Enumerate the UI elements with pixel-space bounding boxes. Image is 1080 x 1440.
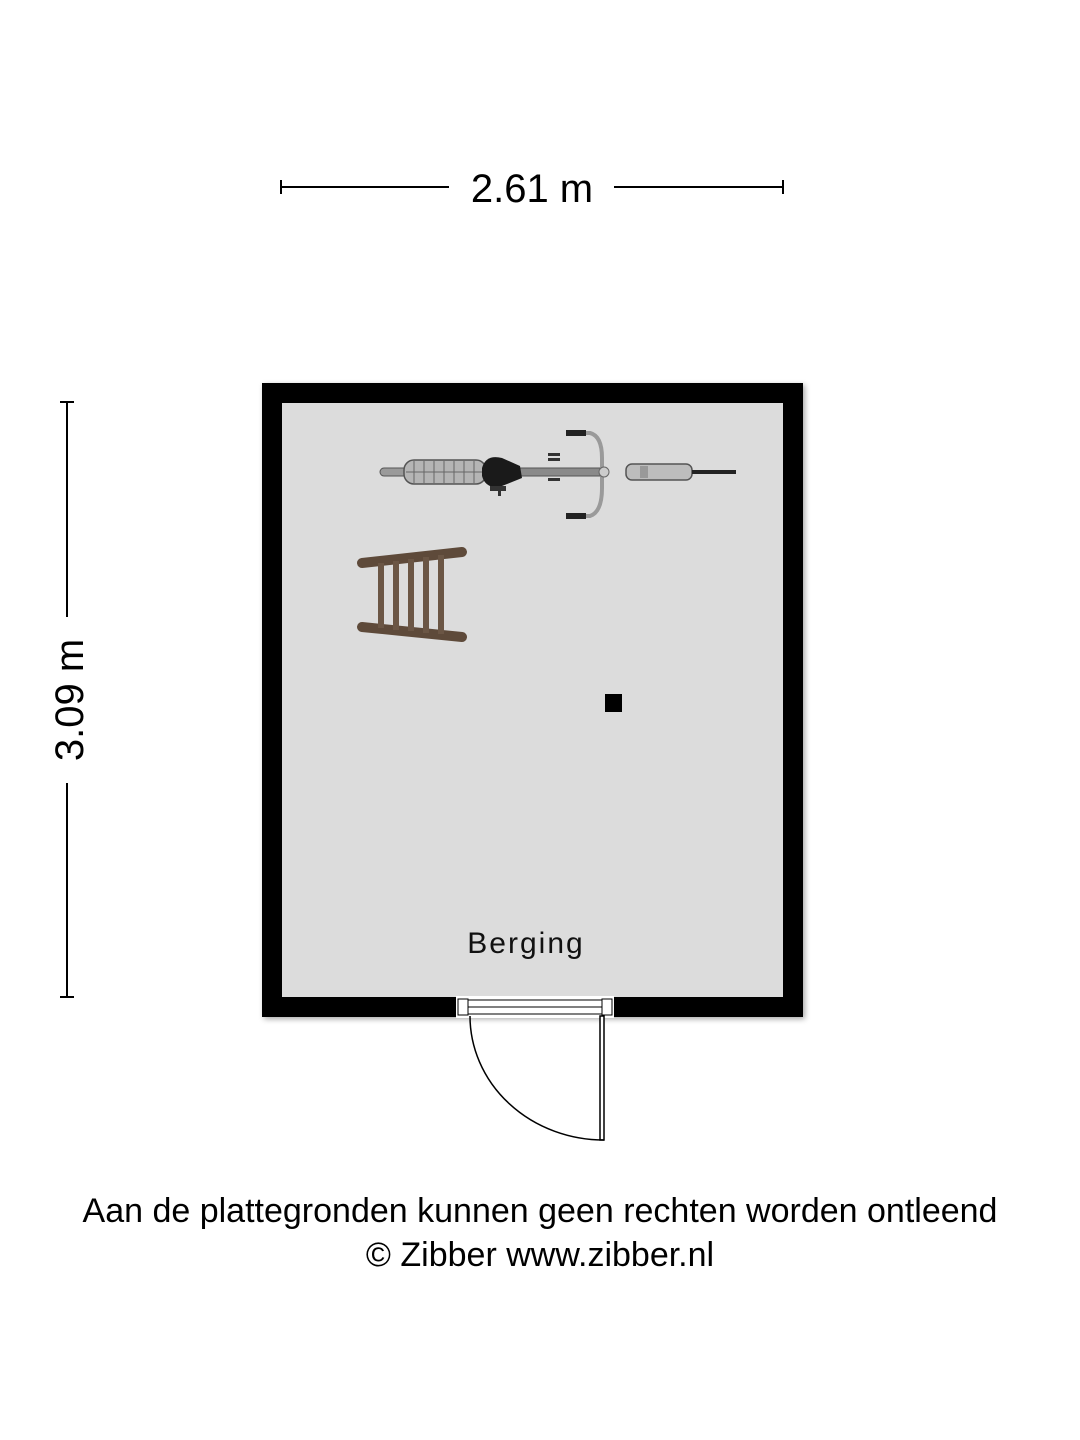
room-name: Berging	[467, 927, 585, 960]
disclaimer-text: Aan de plattegronden kunnen geen rechten worden ontleend	[82, 1192, 998, 1230]
room-berging	[262, 383, 803, 1017]
height-label: 3.09 m	[48, 638, 92, 762]
door-icon	[470, 1016, 604, 1140]
height-dimension	[48, 402, 92, 997]
column-icon	[605, 694, 622, 712]
room-floor	[282, 403, 783, 997]
copyright-text: © Zibber www.zibber.nl	[365, 1236, 715, 1274]
width-label: 2.61 m	[470, 167, 594, 211]
door	[456, 996, 614, 1140]
width-dimension	[281, 167, 783, 211]
